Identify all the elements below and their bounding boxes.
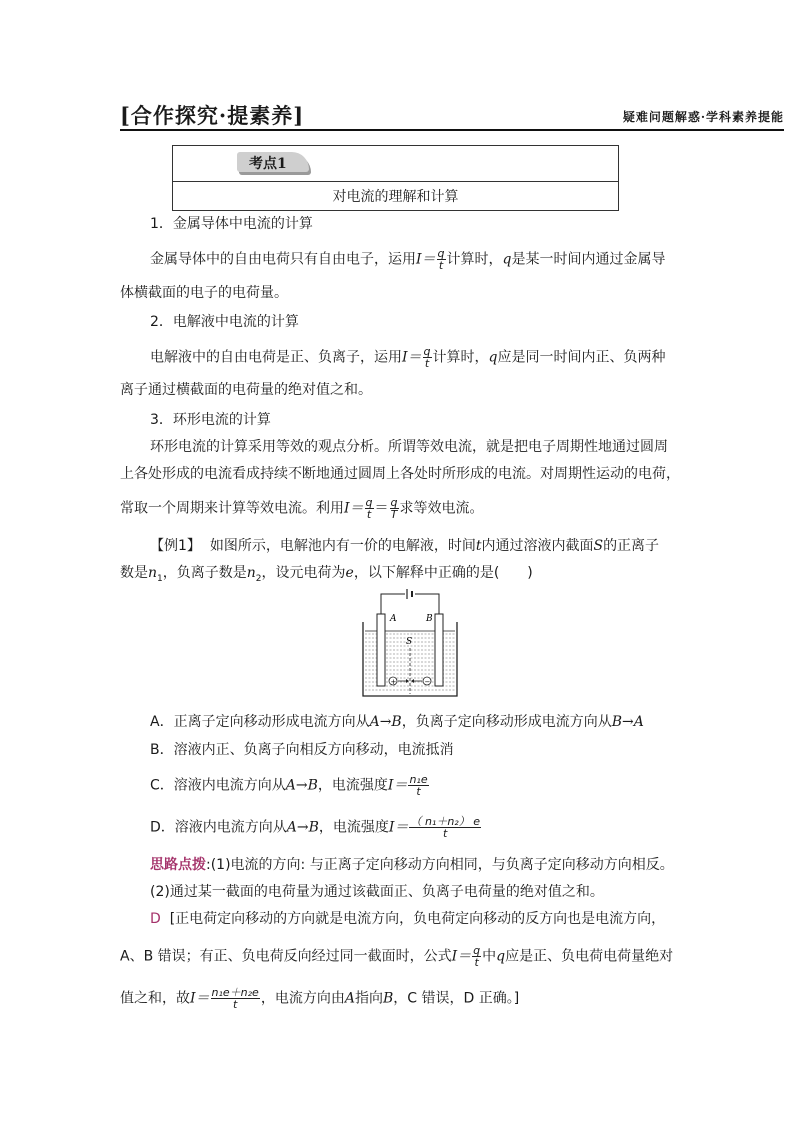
formula-I: I＝	[402, 349, 422, 366]
answer-line2	[120, 945, 673, 968]
negative-sign: −	[424, 678, 431, 686]
var-t: t	[475, 538, 482, 554]
kaodian-divider	[173, 181, 618, 182]
label-B: B	[426, 614, 433, 624]
s2-heading: 2．电解液中电流的计算	[150, 314, 299, 330]
fraction-q-t: $\frac{q}{t}$	[473, 944, 481, 969]
fraction-q-T: $\frac{q}{T}$	[390, 496, 398, 521]
s2-text-c: 应是同一时间内正、负两种	[497, 349, 666, 366]
dir-A-to-B: A→B	[369, 714, 402, 730]
sub-1: 1	[157, 573, 163, 584]
s1-line1	[150, 248, 665, 271]
s3-line1: 环形电流的计算采用等效的观点分析。所谓等效电流，就是把电子周期性地通过圆周	[150, 439, 668, 455]
label-A: A	[390, 614, 397, 624]
fraction-q-t: $\frac{q}{t}$	[437, 247, 445, 272]
var-n: n	[246, 565, 256, 581]
s3-heading: 3．环形电流的计算	[150, 412, 271, 428]
option-A-text-2: ，负离子定向移动形成电流方向从	[401, 714, 612, 730]
answer-line1	[150, 909, 665, 929]
answer-text-2a: A、B 错误；有正、负电荷反向经过同一截面时，公式	[120, 948, 452, 965]
think-label: 思路点拨	[150, 857, 206, 873]
example-text-1c: 的正离子	[603, 538, 660, 554]
answer-text-2b: 中	[482, 948, 497, 965]
example-text-2c: ，设元电荷为	[261, 565, 346, 581]
var-S: S	[593, 538, 604, 554]
fraction-n1e-t: $\frac{\text{n₁e}}{t}$	[409, 773, 428, 798]
positive-sign: +	[390, 678, 397, 686]
var-q: q	[488, 349, 498, 366]
option-C-text-1: C．溶液内电流方向从	[150, 777, 286, 794]
s1-text-a: 金属导体中的自由电荷只有自由电子，运用	[150, 251, 416, 268]
s2-line1	[150, 346, 665, 369]
kaodian-badge	[237, 152, 309, 172]
think-line1	[150, 855, 674, 875]
answer-text-3a: 值之和，故	[120, 990, 190, 1007]
answer-text-3d: ，C 错误，D 正确。]	[393, 990, 520, 1007]
formula-I: I＝	[451, 948, 472, 965]
fraction-q-t: $\frac{q}{t}$	[423, 345, 431, 370]
kaodian-box	[172, 145, 619, 211]
positive-arrowhead	[406, 679, 409, 683]
option-D-text-1: D．溶液内电流方向从	[150, 819, 287, 836]
s1-text-c: 是某一时间内通过金属导	[511, 251, 666, 268]
header-rule	[120, 129, 784, 131]
sub-2: 2	[255, 573, 262, 584]
var-q: q	[502, 251, 512, 268]
think-line2: (2)通过某一截面的电荷量为通过该截面正、负离子电荷量的绝对值之和。	[150, 884, 604, 900]
fraction-q-t: $\frac{q}{t}$	[365, 496, 373, 521]
s2-line2: 离子通过横截面的电荷量的绝对值之和。	[120, 382, 372, 398]
formula-I: I＝	[190, 990, 210, 1007]
formula-I: I＝	[344, 500, 364, 517]
formula-I: I＝	[387, 777, 408, 794]
s1-line2: 体横截面的电子的电荷量。	[120, 285, 288, 301]
kaodian-badge-label: 考点1	[249, 156, 287, 172]
answer-text-2c: 应是正、负电荷电荷量绝对	[505, 948, 674, 965]
formula-I: I＝	[416, 251, 436, 268]
dir-A-to-B: A→B	[286, 819, 319, 836]
s3-line3	[120, 497, 484, 520]
option-A	[150, 712, 644, 732]
kaodian-title: 对电流的理解和计算	[332, 189, 459, 205]
example-text-2a: 数是	[120, 565, 148, 581]
wire-left	[381, 594, 405, 614]
s2-text-a: 电解液中的自由电荷是正、负离子，运用	[150, 349, 402, 366]
example-line1	[150, 536, 659, 556]
wire-right	[415, 594, 439, 614]
section-tag: 疑难问题解惑·学科素养提能	[622, 110, 784, 124]
option-C-text-2: ，电流强度	[317, 777, 388, 794]
option-D	[150, 816, 482, 839]
electrolysis-cell-figure	[360, 588, 460, 700]
example-line2	[120, 563, 533, 589]
section-title: [合作探究·提素养]	[120, 103, 305, 128]
var-A: A	[344, 990, 355, 1007]
var-n: n	[148, 565, 158, 581]
example-text-2d: ，以下解释中正确的是( )	[353, 565, 533, 581]
formula-eq: ＝	[374, 500, 389, 517]
negative-arrowhead	[411, 679, 414, 683]
var-B: B	[382, 990, 394, 1007]
answer-text-3b: ，电流方向由	[260, 990, 345, 1007]
option-C	[150, 774, 430, 797]
option-D-text-2: ，电流强度	[318, 819, 389, 836]
example-text-1b: 内通过溶液内截面	[481, 538, 594, 554]
dir-B-to-A: B→A	[611, 714, 644, 730]
answer-key: D	[150, 911, 161, 927]
think-text-1: :(1)电流的方向: 与正离子定向移动方向相同，与负离子定向移动方向相反。	[206, 857, 674, 873]
formula-I: I＝	[388, 819, 409, 836]
answer-text-3c: 指向	[354, 990, 383, 1007]
option-A-text-1: A．正离子定向移动形成电流方向从	[150, 714, 370, 730]
s1-heading: 1．金属导体中电流的计算	[150, 216, 313, 232]
s3-line2: 上各处形成的电流看成持续不断地通过圆周上各处时所形成的电流。对周期性运动的电荷，	[120, 466, 680, 482]
answer-text-1: [正电荷定向移动的方向就是电流方向，负电荷定向移动的反方向也是电流方向，	[169, 911, 666, 927]
example-label: 【例1】	[150, 538, 201, 554]
s1-text-b: 计算时，	[446, 251, 503, 268]
s3-text-a: 常取一个周期来计算等效电流。利用	[120, 500, 344, 517]
var-e: e	[345, 565, 354, 581]
example-text-1: 如图所示，电解池内有一价的电解液，时间	[209, 538, 476, 554]
answer-line3	[120, 987, 519, 1010]
label-S: S	[406, 637, 413, 647]
var-q: q	[496, 948, 506, 965]
s2-text-b: 计算时，	[432, 349, 489, 366]
dir-A-to-B: A→B	[285, 777, 318, 794]
s3-text-b: 求等效电流。	[399, 500, 484, 517]
electrode-B	[435, 614, 443, 686]
example-text-2b: ，负离子数是	[162, 565, 247, 581]
electrode-A	[377, 614, 385, 686]
fraction-n1n2e-t: $\frac{\text{（ n₁＋n₂） e}}{t}$	[410, 815, 480, 840]
option-B: B．溶液内正、负离子向相反方向移动，电流抵消	[150, 742, 454, 758]
fraction-sum-t: $\frac{\text{n₁e＋n₂e}}{t}$	[211, 986, 259, 1011]
